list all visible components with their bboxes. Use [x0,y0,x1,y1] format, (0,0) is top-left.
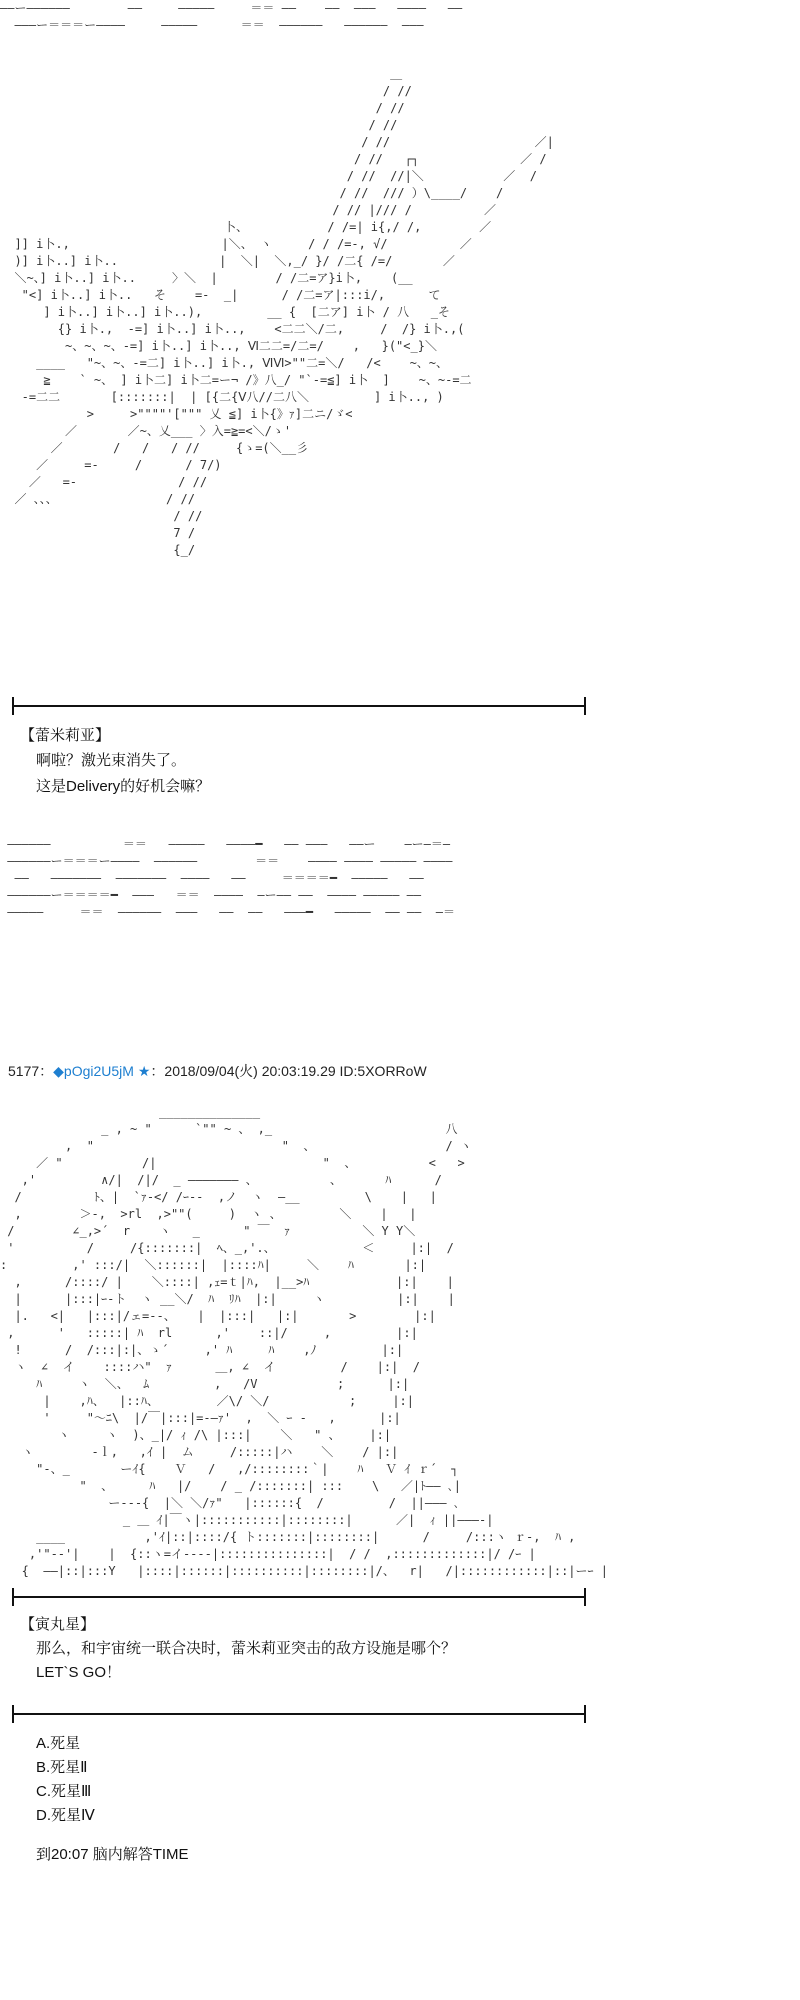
dialogue-line: 这是Delivery的好机会嘛？ [36,778,211,795]
poster-trip[interactable]: ◆pOgi2U5jM [53,1063,134,1079]
post-number: 5177 [8,1063,40,1079]
character-ascii-art: ______________ _ , ~ " `"" ~ 、 ,_ 八 , " " 、 / ヽ ／ " /| " 、 < > ,' ∧/| /|/ _ ――――――― 、 、 ﾊ / / ﾄ、| `ｧ-</ /ｰ-- ,ノ ヽ ―__ \ | | , ＞-, >rl ,>""( ) ヽ 、 ＼ | | / ∠_,>´ r ヽ _ " ￣ ｧ ＼ Y Y＼ ' / /{:::::::| ﾍ、_,'.、 ＜ |:| / : ,' :::/| ＼::::::| |::::ﾊ| ＼ ﾊ |:| , /::::/ | ＼::::| ,ｪ=ｔ|ﾊ, |__>ﾊ |:| | | |:::|ｰ-ト ヽ __＼/ ﾊ ﾘﾊ |:| ヽ |:| | |. <| |:::|/ェ=-‐、 | |:::| |:| > |:| , ' :::::| ﾊ rl ,' ::|/ , |:| ! / /:::|:|、ゝ´ ,' ﾊ ﾊ ,ﾉ |:| ヽ ∠ イ ::::ハ" ｧ ＿, ∠ イ / |:| / ﾊ ヽ ＼、 ﾑ , /V ; |:| | ,ﾊ、 |::ﾊ、 ／\/ ＼/ ; |:| ' "～ﾆ\ |/￣|:::|=‐―ｧ' , ＼ ｰ - , |:| ヽ ヽ )、_|/ ｨ /\ |:::| ＼ " 、 |:| ヽ -ｌ, ,ｲ | ム /:::::|ハ ＼ / |:| "-、_ ーｲ{ Ｖ / ,/::::::::｀| ﾊ Ｖ ｲ ｒ´ ┐ " 、 ﾊ |/ / _ /:::::::| ::: \ ／|ﾄ―― ､| ー---{ |＼ ＼/ｧ" |::::::{ / / ||――― ､ _ ＿ ｲ|￣ヽ|:::::::::::|::::::::| ／| ｨ ||―――‐| ____ ,'ｲ|::|::::/{ ト:::::::|::::::::| / /:::ヽ ｒ‐, ﾊ , ,'"‐‐'| | {::ヽ=イ----|:::::::::::::::| / / ,:::::::::::::|/ /ｰ | { ――|::|:::Y |::::|::::::|::::::::::|::::::::|/、 r| /|::::::::::::|::|ーｰ | [0,1105,608,1578]
post-separator: ： [39,1063,54,1079]
explosion-ascii-art: ＿ / // / // / // / // ／| / // ┌┐ ／ / / // //|＼ ／ / / // /// ）\____/ / / // |/// / ／ 卜、 / /=| i{,/ /, ／ ]] i卜., |＼、 ヽ / / /=-, √/ ／ )] i卜..] i卜.. | ＼| ＼,_/ }/ /二{ /=/ ／ ＼~、] i卜..] i卜.. 〉＼ | / /二=ア}i卜, (__ "<] i卜..] i卜.. そ =- _| / /二=ア|:::i/, て ] i卜..] i卜..] i卜..), __ { [二ア] i卜 / 八 _そ {} i卜., -=] i卜..] i卜.., <二二＼/二, / /} i卜.,( ~、~、~、-=] i卜..] i卜.., Ⅵ二二=/二=/ , }("<_}＼ ____ "~、~、-=二] i卜..] i卜., ⅥⅥ>""二=＼/ /< ~、~、 ≧ ` ~、 ] i卜二] i卜二=ー¬ /》八_/ "`-=≦] i卜 ] ~、~-=二 -=二二 [:::::::| | [{二{Ⅴ八//二八＼ ] i卜.., ) > >""""'[""" 乂 ≦] i卜{》ｧ]二ニ/ゞ< ／ ／~、乂___ 〉入=≧=<＼/ゝ' ／ / / / // {ゝ=(＼__彡 ／ =- / / 7/) ／ =- / // ／ 、、、 / // / // 7 / {_/ [14,67,554,557]
dash-line: ——ー—————— —— ————— ＝＝ —— —— ——— ———— —— [0,1,463,15]
section-divider [12,705,586,707]
dialogue-line: 那么，和宇宙统一联合决时，蕾米莉亚突击的敌方设施是哪个？ [36,1640,457,1657]
post-datetime: ：2018/09/04(火) 20:03:19.29 ID:5XORRoW [150,1063,427,1079]
star-icon: ★ [137,1063,151,1079]
choice-item: D.死星Ⅳ [36,1807,95,1824]
dash-line: —— ——————— ——————— ———— —— ＝＝＝＝━ ————— —— [0,871,424,885]
choice-item: A.死星 [36,1735,81,1752]
dash-line: ————— ＝＝ —————— ——— —— —— ———━ ————— —— —— —＝ [0,905,456,919]
deadline-text: 到20:07 脑内解答TIME [36,1846,189,1863]
middle-dash-art [0,836,800,921]
section-divider [12,1596,586,1598]
speaker-name: 【蕾米莉亚】 [20,727,111,744]
speaker-name: 【寅丸星】 [20,1616,96,1633]
dash-line: —————— ＝＝ ————— ————━ —— ——— ——ー —ー—＝— [0,837,451,851]
dash-line: ———ー＝＝＝ー———— ————— ＝＝ —————— —————— ——— [0,18,424,32]
dialogue-line: 啊啦？激光束消失了。 [36,752,187,769]
dialogue-line: LET`S GO！ [36,1664,122,1681]
section-divider [12,1713,586,1715]
choice-item: B.死星Ⅱ [36,1759,88,1776]
dash-line: ——————ー＝＝＝＝━ ——— ＝＝ ———— —ー—— —— ———— ————— —— [0,888,422,902]
dash-line: ——————ー＝＝＝ー———— —————— ＝＝ ———— ———— ————— ———— [0,854,453,868]
choice-item: C.死星Ⅲ [36,1783,92,1800]
post-header [8,1061,427,1081]
top-dash-art [0,0,800,34]
